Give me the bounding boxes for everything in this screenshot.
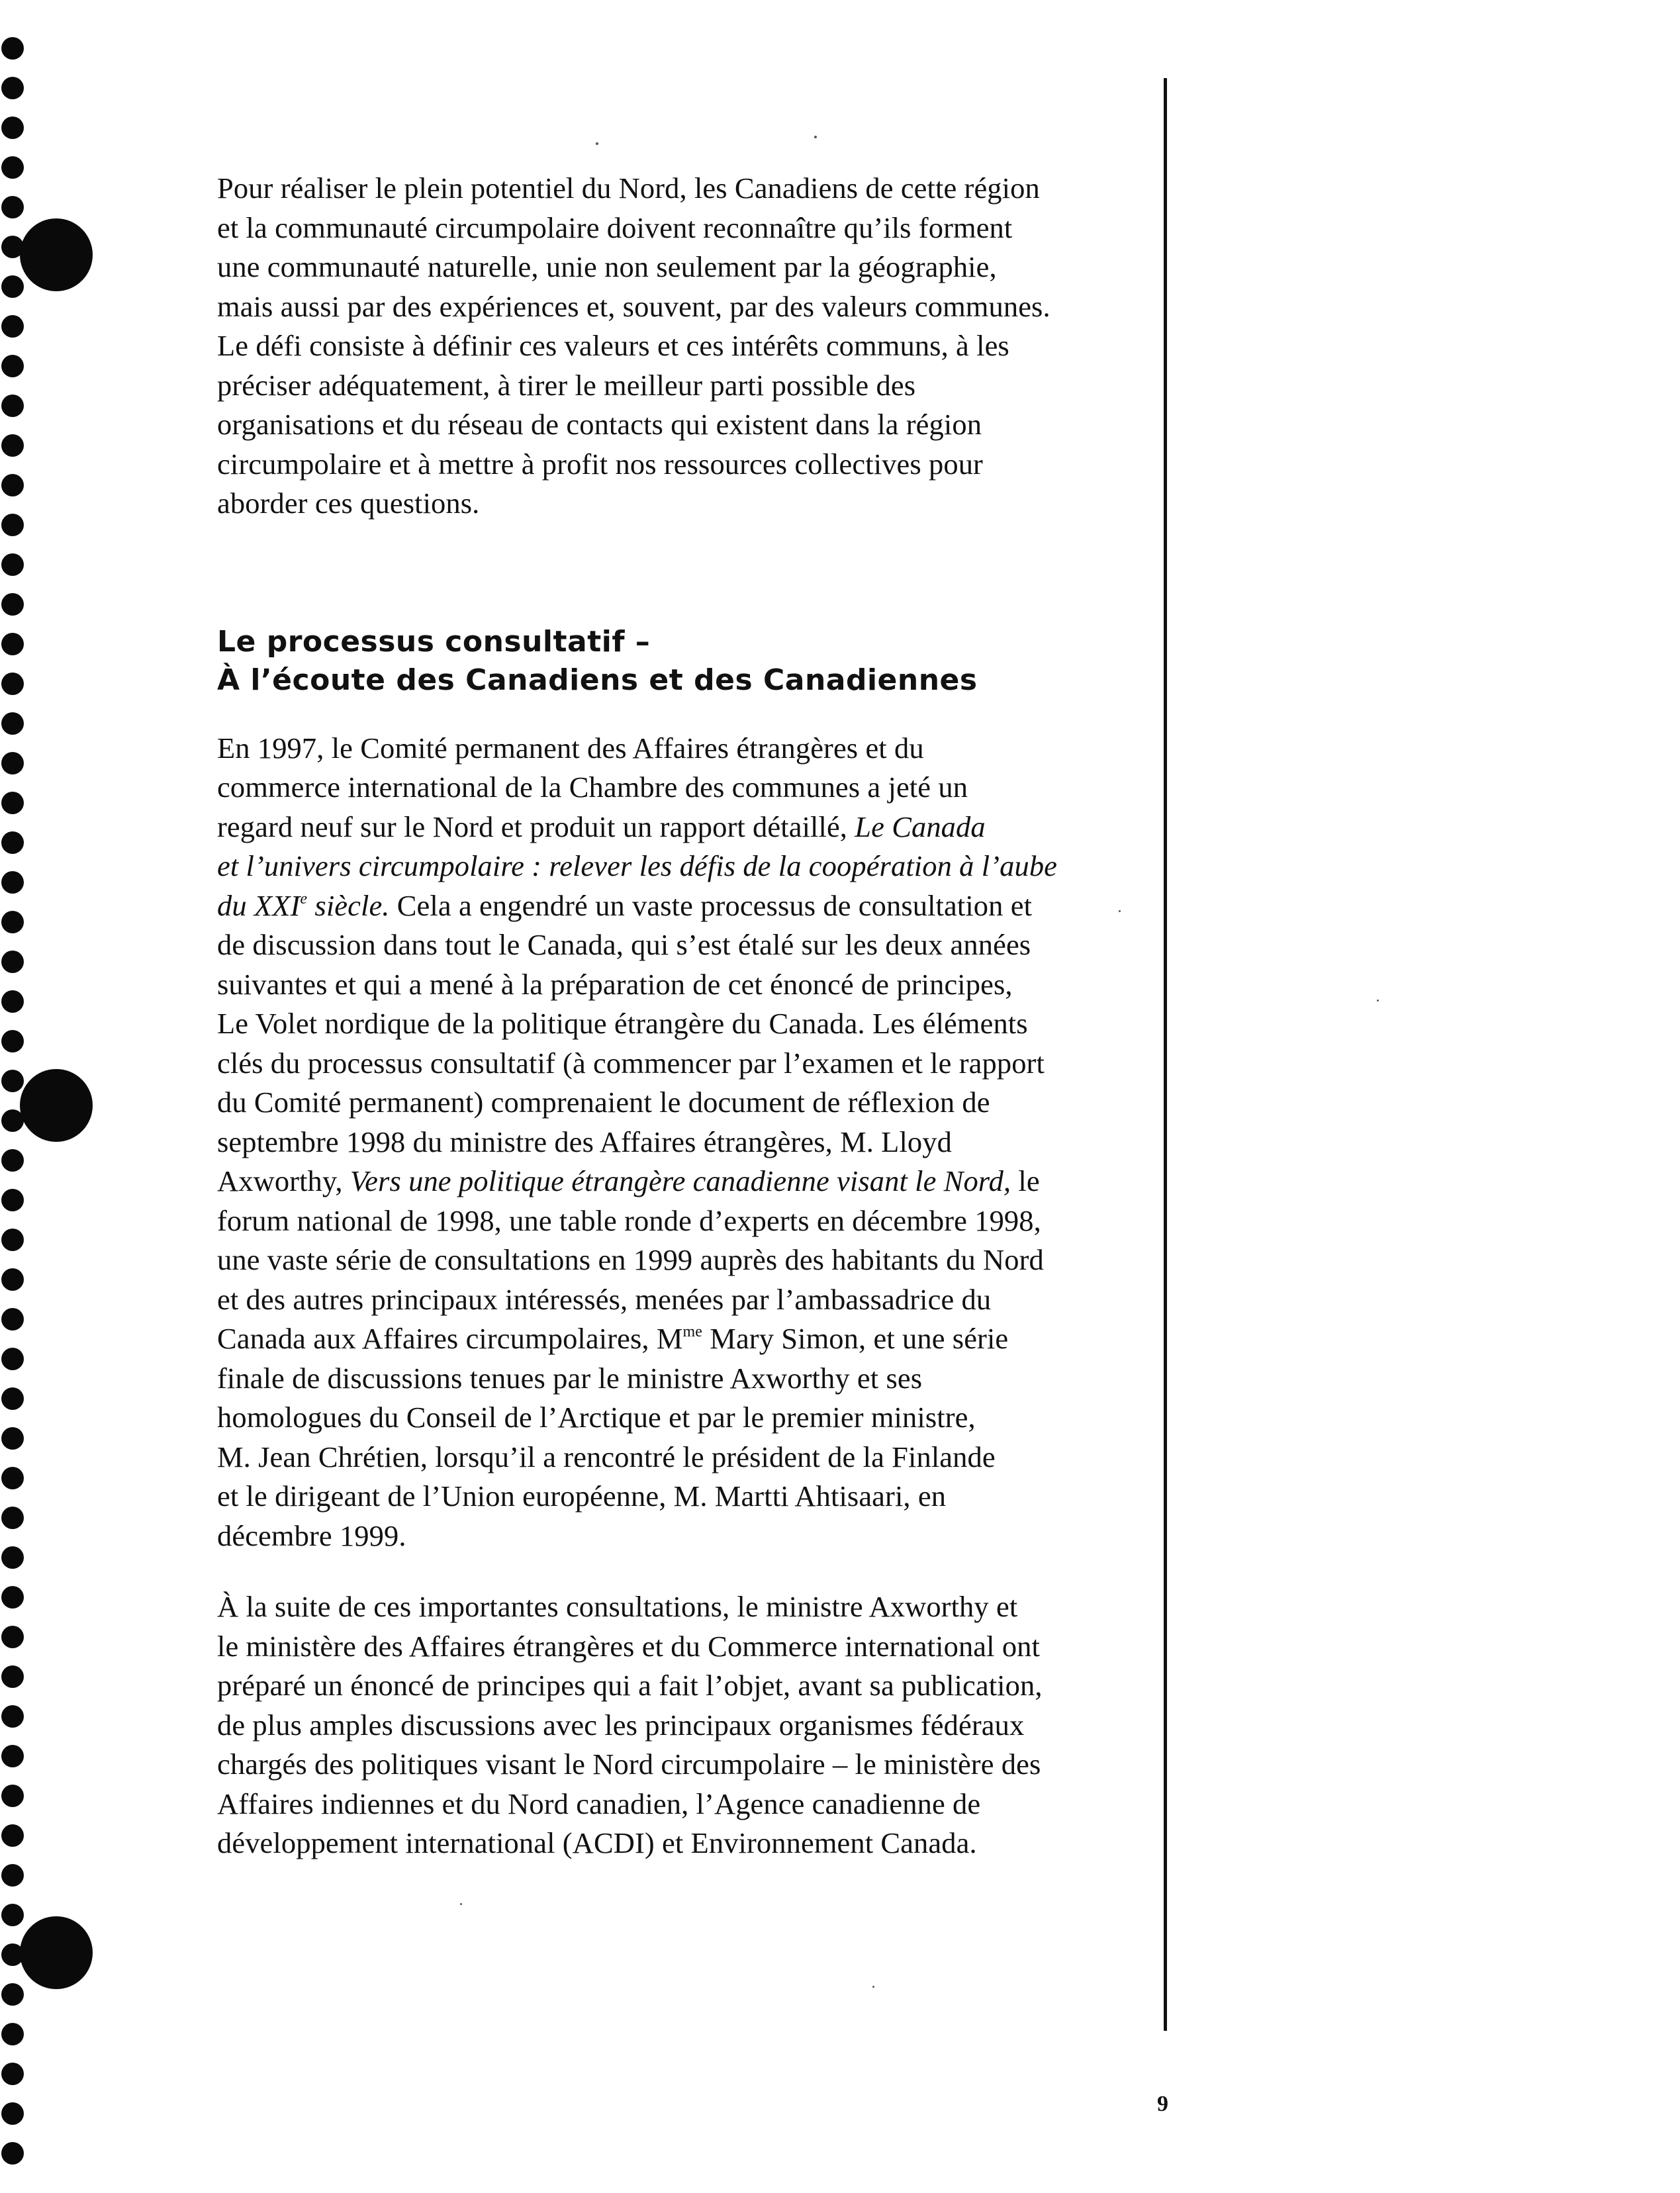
text-line: préciser adéquatement, à tirer le meilleur parti possible des <box>217 368 916 402</box>
text-line: regard neuf sur le Nord et produit un rapport détaillé, <box>217 810 855 843</box>
binding-hole <box>1 117 24 139</box>
binding-hole <box>1 2063 24 2085</box>
superscript: e <box>300 890 308 908</box>
binding-hole <box>1 1268 24 1291</box>
binding-hole <box>1 1705 24 1728</box>
binding-hole <box>1 156 24 179</box>
binding-hole <box>1 911 24 933</box>
text-line: Affaires indiennes et du Nord canadien, l’Agence canadienne de <box>217 1787 981 1820</box>
text-line: Mary Simon, et une série <box>702 1322 1009 1355</box>
binding-hole <box>1 434 24 457</box>
binding-hole <box>1 474 24 496</box>
binding-hole <box>1 315 24 338</box>
text-line: une vaste série de consultations en 1999 auprès des habitants du Nord <box>217 1243 1044 1276</box>
binding-ring-hole <box>20 218 93 291</box>
text-line: Cela a engendré un vaste processus de consultation et <box>389 888 1033 922</box>
binding-hole <box>1 275 24 298</box>
binding-hole <box>1 1070 24 1092</box>
binding-hole <box>1 990 24 1013</box>
page-body <box>217 169 1144 1863</box>
text-line: et des autres principaux intéressés, menées par l’ambassadrice du <box>217 1282 992 1316</box>
binding-hole <box>1 1308 24 1330</box>
binding-hole <box>1 553 24 576</box>
binding-hole <box>1 2142 24 2165</box>
binding-hole <box>1 1149 24 1172</box>
text-line: mais aussi par des expériences et, souvent, par des valeurs communes. <box>217 289 1050 323</box>
binding-hole <box>1 196 24 218</box>
heading-line-1: Le processus consultatif – <box>217 624 651 659</box>
binding-hole <box>1 792 24 814</box>
binding-hole <box>1 1387 24 1410</box>
text-line: Axworthy, <box>217 1164 350 1197</box>
binding-hole <box>1 831 24 854</box>
binding-hole <box>1 1824 24 1847</box>
text-line: commerce international de la Chambre des communes a jeté un <box>217 770 968 804</box>
text-line: de discussion dans tout le Canada, qui s’est étalé sur les deux années <box>217 928 1031 961</box>
report-title: et l’univers circumpolaire : relever les défis de la coopération à l’aube <box>217 849 1058 882</box>
binding-ring-hole <box>20 1916 93 1989</box>
scan-speck <box>1377 1000 1379 1002</box>
binding-hole <box>1 1427 24 1450</box>
text-line: développement international (ACDI) et Environnement Canada. <box>217 1826 977 1859</box>
binding-hole <box>1 871 24 894</box>
text-line: suivantes et qui a mené à la préparation de cet énoncé de principes, <box>217 967 1013 1001</box>
text-line: Pour réaliser le plein potentiel du Nord, les Canadiens de cette région <box>217 171 1040 205</box>
scan-speck <box>460 1903 462 1905</box>
scan-speck <box>872 1986 874 1988</box>
binding-hole <box>1 1109 24 1132</box>
binding-hole <box>1 633 24 655</box>
report-title <box>217 889 390 922</box>
text-line: clés du processus consultatif (à commencer par l’examen et le rapport <box>217 1046 1045 1080</box>
binding-hole <box>1 1189 24 1211</box>
binding-hole <box>1 395 24 417</box>
superscript: me <box>682 1323 703 1340</box>
scan-speck <box>596 142 598 145</box>
binding-hole <box>1 514 24 536</box>
binding-ring-hole <box>20 1069 93 1142</box>
binding-hole <box>1 1030 24 1052</box>
binding-hole <box>1 1745 24 1767</box>
text-line: et la communauté circumpolaire doivent reconnaître qu’ils forment <box>217 210 1013 244</box>
binding-hole <box>1 355 24 377</box>
binding-hole <box>1 1546 24 1569</box>
binding-holes <box>0 0 40 2193</box>
text-line: Le défi consiste à définir ces valeurs et ces intérêts communs, à les <box>217 329 1009 362</box>
binding-hole <box>1 1983 24 2006</box>
text-line: le ministère des Affaires étrangères et du Commerce international ont <box>217 1629 1040 1663</box>
binding-hole <box>1 1507 24 1529</box>
text-line: forum national de 1998, une table ronde d’experts en décembre 1998, <box>217 1203 1041 1237</box>
binding-hole <box>1 1864 24 1887</box>
report-title-part: du XXI <box>217 888 301 922</box>
text-line: Canada aux Affaires circumpolaires, M <box>217 1322 683 1355</box>
text-line: chargés des politiques visant le Nord circumpolaire – le ministère des <box>217 1748 1041 1781</box>
paragraph-intro <box>217 169 1144 524</box>
report-title-part: siècle. <box>307 888 390 922</box>
paragraph-followup <box>217 1587 1144 1863</box>
binding-hole <box>1 712 24 735</box>
binding-hole <box>1 37 24 60</box>
binding-hole <box>1 1943 24 1966</box>
binding-hole <box>1 1665 24 1688</box>
text-line: décembre 1999. <box>217 1518 406 1552</box>
binding-hole <box>1 593 24 616</box>
binding-hole <box>1 1229 24 1251</box>
text-line: du Comité permanent) comprenaient le document de réflexion de <box>217 1086 990 1119</box>
binding-hole <box>1 1348 24 1370</box>
text-line: En 1997, le Comité permanent des Affaires étrangères et du <box>217 731 924 765</box>
binding-hole <box>1 1904 24 1926</box>
binding-hole <box>1 2102 24 2125</box>
page-number: 9 <box>1157 2092 1168 2116</box>
binding-hole <box>1 77 24 99</box>
text-line: M. Jean Chrétien, lorsqu’il a rencontré le président de la Finlande <box>217 1440 996 1473</box>
binding-hole <box>1 1467 24 1489</box>
text-line: finale de discussions tenues par le ministre Axworthy et ses <box>217 1361 923 1395</box>
document-title: Vers une politique étrangère canadienne visant le Nord, <box>350 1164 1011 1197</box>
text-line: septembre 1998 du ministre des Affaires étrangères, M. Lloyd <box>217 1125 952 1158</box>
text-line: Le Volet nordique de la politique étrangère du Canada. Les éléments <box>217 1007 1028 1040</box>
report-title: Le Canada <box>855 810 986 843</box>
paragraph-consultation <box>217 729 1144 1556</box>
binding-hole <box>1 1626 24 1648</box>
text-line: aborder ces questions. <box>217 487 480 520</box>
binding-hole <box>1 752 24 774</box>
text-line: organisations et du réseau de contacts qui existent dans la région <box>217 408 982 441</box>
binding-hole <box>1 673 24 695</box>
binding-hole <box>1 1586 24 1609</box>
heading-line-2: À l’écoute des Canadiens et des Canadiennes <box>217 663 978 697</box>
text-line: et le dirigeant de l’Union européenne, M. Martti Ahtisaari, en <box>217 1479 947 1513</box>
margin-rule <box>1164 78 1167 2031</box>
text-line: le <box>1011 1164 1040 1197</box>
text-line: homologues du Conseil de l’Arctique et par le premier ministre, <box>217 1401 976 1434</box>
text-line: préparé un énoncé de principes qui a fait l’objet, avant sa publication, <box>217 1669 1043 1702</box>
scan-speck <box>814 136 817 138</box>
text-line: À la suite de ces importantes consultations, le ministre Axworthy et <box>217 1590 1018 1623</box>
binding-hole <box>1 951 24 973</box>
text-line: de plus amples discussions avec les principaux organismes fédéraux <box>217 1708 1025 1742</box>
binding-hole <box>1 2023 24 2045</box>
section-heading <box>217 623 1144 700</box>
text-line: une communauté naturelle, unie non seulement par la géographie, <box>217 250 997 283</box>
binding-hole <box>1 1785 24 1807</box>
text-line: circumpolaire et à mettre à profit nos ressources collectives pour <box>217 447 983 481</box>
